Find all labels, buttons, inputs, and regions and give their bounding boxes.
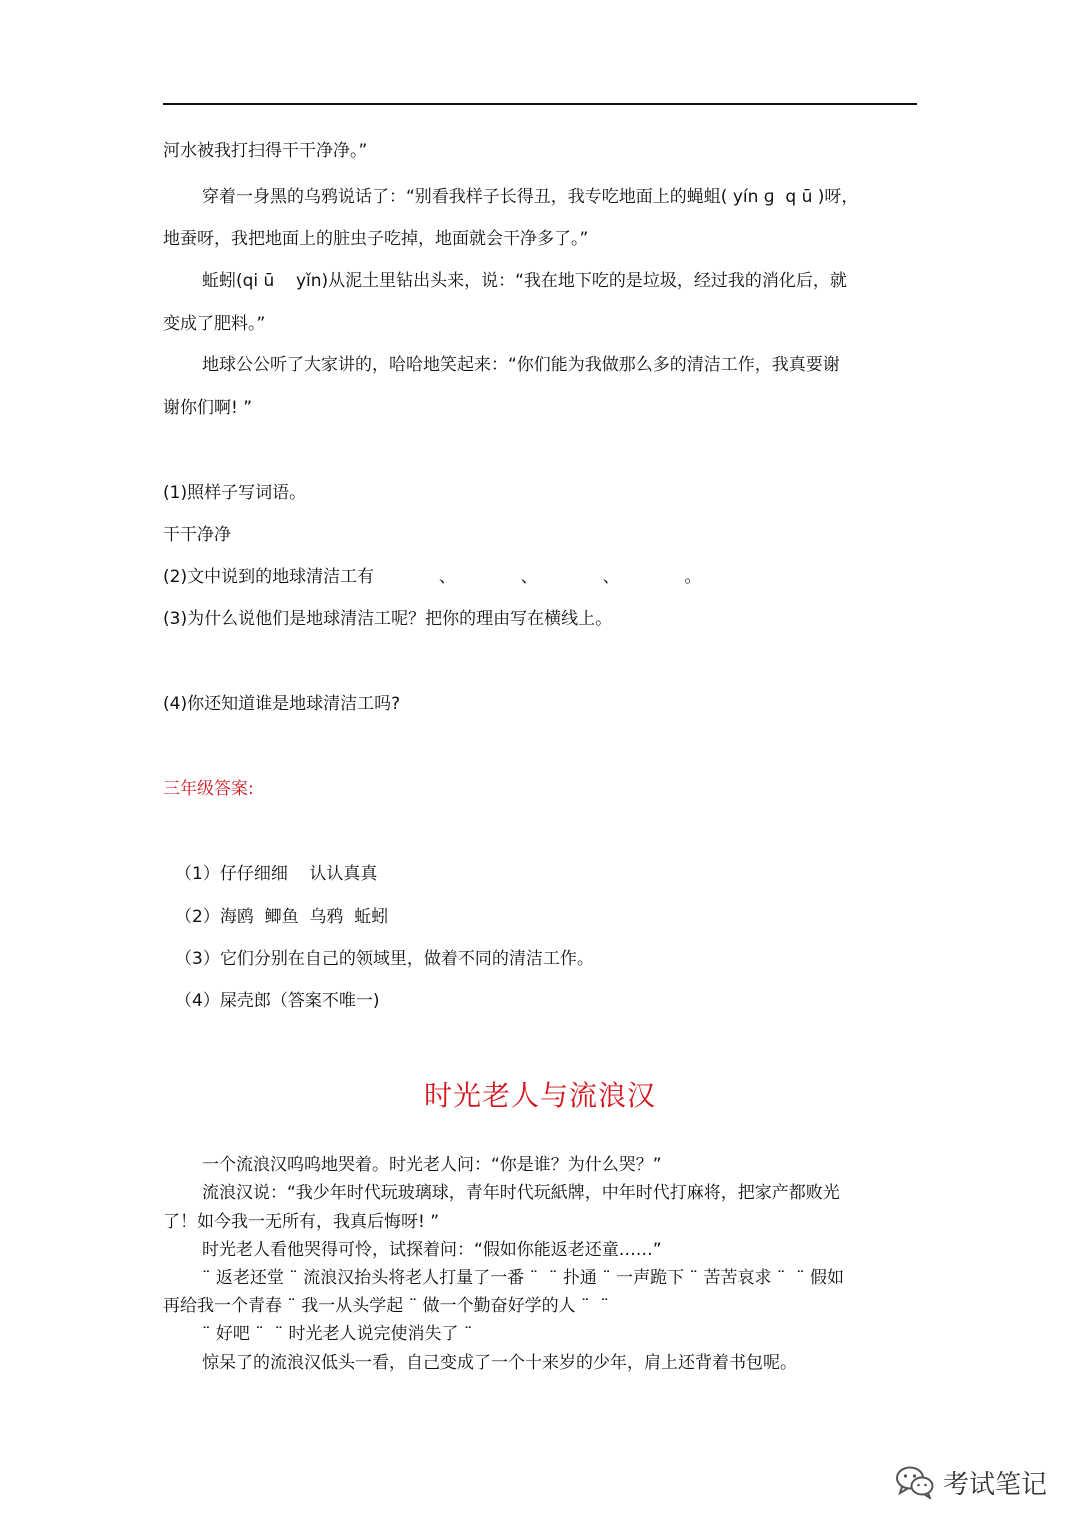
question-1: (1)照样子写词语。 — [163, 483, 307, 503]
question-1-example: 干干净净 — [163, 525, 231, 545]
watermark-text: 考试笔记 — [943, 1469, 1048, 1500]
answer-4: （4）屎壳郎（答案不唯一) — [175, 991, 380, 1011]
answers-heading: 三年级答案: — [163, 779, 254, 799]
story2-line-8: 惊呆了的流浪汉低头一看，自己变成了一个十来岁的少年，肩上还背着书包呢。 — [202, 1353, 797, 1373]
story-paragraph-earth-cont: 谢你们啊! ” — [163, 398, 253, 418]
story2-line-6: 再给我一个青春 ¨ 我一从头学起 ¨ 做一个勤奋好学的人 ¨ ¨ — [163, 1296, 609, 1316]
story-paragraph-end: 河水被我打扫得干干净净。” — [163, 141, 368, 161]
answer-3: （3）它们分别在自己的领域里，做着不同的清洁工作。 — [175, 949, 594, 969]
story-paragraph-earth: 地球公公听了大家讲的，哈哈地笑起来：“你们能为我做那么多的清洁工作，我真要谢 — [202, 355, 840, 375]
header-rule — [163, 103, 917, 105]
question-3: (3)为什么说他们是地球清洁工呢？把你的理由写在横线上。 — [163, 609, 613, 629]
answer-2: （2）海鸥 鲫鱼 乌鸦 蚯蚓 — [175, 907, 389, 927]
story2-line-4: 时光老人看他哭得可怜，试探着问：“假如你能返老还童……” — [202, 1240, 662, 1260]
question-2: (2)文中说到的地球清洁工有 、 、 、 。 — [163, 567, 702, 587]
story-paragraph-crow: 穿着一身黑的乌鸦说话了：“别看我样子长得丑，我专吃地面上的蝇蛆( yín ɡ q ū )呀， — [202, 187, 859, 207]
watermark — [895, 1462, 1047, 1502]
story2-line-1: 一个流浪汉呜呜地哭着。时光老人问：“你是谁？为什么哭？” — [202, 1155, 662, 1175]
story-paragraph-earthworm: 蚯蚓(qi ū yǐn)从泥土里钻出头来，说：“我在地下吃的是垃圾，经过我的消化后，就 — [202, 271, 847, 291]
story2-line-7: ¨ 好吧 ¨ ¨ 时光老人说完使消失了 ¨ — [202, 1324, 473, 1344]
story-paragraph-crow-cont: 地蚕呀，我把地面上的脏虫子吃掉，地面就会干净多了。” — [163, 229, 589, 249]
answer-1: （1）仔仔细细 认认真真 — [175, 864, 378, 884]
story2-line-3: 了！如今我一无所有，我真后悔呀! ” — [163, 1212, 440, 1232]
question-4: (4)你还知道谁是地球清洁工吗? — [163, 694, 401, 714]
wechat-icon — [895, 1465, 935, 1499]
story2-line-2: 流浪汉说：“我少年时代玩玻璃球，青年时代玩紙牌，中年时代打麻将，把家产都败光 — [202, 1183, 840, 1203]
story-paragraph-earthworm-cont: 变成了肥料。” — [163, 314, 266, 334]
story2-line-5: ¨ 返老还堂 ¨ 流浪汉抬头将老人打量了一番 ¨ ¨ 扑通 ¨ 一声跪下 ¨ 苦苦哀求 ¨ ¨ 假如 — [202, 1268, 845, 1288]
story-title: 时光老人与流浪汉 — [423, 1079, 656, 1112]
